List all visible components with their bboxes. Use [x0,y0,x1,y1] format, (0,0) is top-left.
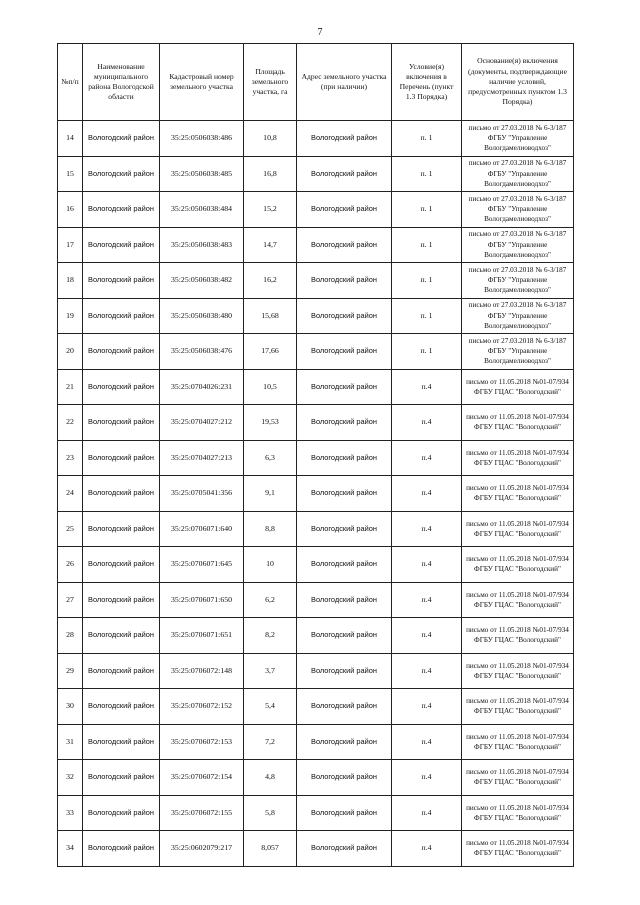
cell-num: 23 [58,440,83,476]
cell-num: 31 [58,724,83,760]
cell-num: 32 [58,760,83,796]
cell-district: Вологодский район [83,547,160,583]
cell-cadastral: 35:25:0506038:476 [160,334,244,370]
cell-district: Вологодский район [83,476,160,512]
cell-condition: п.4 [392,795,462,831]
cell-address: Вологодский район [297,334,392,370]
cell-num: 18 [58,263,83,299]
cell-area: 8,057 [244,831,297,867]
cell-cadastral: 35:25:0506038:486 [160,121,244,157]
cell-area: 19,53 [244,405,297,441]
cell-cadastral: 35:25:0706072:154 [160,760,244,796]
cell-district: Вологодский район [83,369,160,405]
header-num: №п/п [58,44,83,121]
cell-cadastral: 35:25:0706071:645 [160,547,244,583]
cell-area: 6,3 [244,440,297,476]
cell-address: Вологодский район [297,121,392,157]
cell-area: 4,8 [244,760,297,796]
cell-area: 9,1 [244,476,297,512]
cell-area: 7,2 [244,724,297,760]
table-row [58,369,574,405]
cell-cadastral: 35:25:0506038:485 [160,156,244,192]
cell-cadastral: 35:25:0704027:213 [160,440,244,476]
cell-address: Вологодский район [297,795,392,831]
table-row [58,547,574,583]
header-cadastral: Кадастровый номер земельного участка [160,44,244,121]
cell-condition: п.4 [392,760,462,796]
cell-area: 5,4 [244,689,297,725]
cell-basis: письмо от 11.05.2018 №01-07/934 ФГБУ ГЦАС "Вологодский" [462,653,574,689]
table-row [58,653,574,689]
cell-cadastral: 35:25:0704026:231 [160,369,244,405]
header-condition: Условие(я) включения в Перечень (пункт 1.3 Порядка) [392,44,462,121]
cell-basis: письмо от 27.03.2018 № 6-3/187 ФГБУ "Управление Вологдамелиоводхоз" [462,298,574,334]
cell-cadastral: 35:25:0705041:356 [160,476,244,512]
table-row [58,192,574,228]
cell-district: Вологодский район [83,263,160,299]
cell-cadastral: 35:25:0506038:482 [160,263,244,299]
cell-address: Вологодский район [297,227,392,263]
cell-condition: п.4 [392,689,462,725]
cell-district: Вологодский район [83,192,160,228]
cell-num: 19 [58,298,83,334]
cell-condition: п.4 [392,653,462,689]
cell-address: Вологодский район [297,760,392,796]
cell-condition: п. 1 [392,334,462,370]
cell-address: Вологодский район [297,618,392,654]
cell-address: Вологодский район [297,689,392,725]
cell-basis: письмо от 27.03.2018 № 6-3/187 ФГБУ "Управление Вологдамелиоводхоз" [462,192,574,228]
cell-condition: п. 1 [392,227,462,263]
cell-district: Вологодский район [83,689,160,725]
cell-area: 10,5 [244,369,297,405]
table-row [58,582,574,618]
cell-condition: п. 1 [392,156,462,192]
cell-cadastral: 35:25:0506038:483 [160,227,244,263]
cell-condition: п.4 [392,831,462,867]
cell-num: 34 [58,831,83,867]
cell-basis: письмо от 27.03.2018 № 6-3/187 ФГБУ "Управление Вологдамелиоводхоз" [462,121,574,157]
cell-district: Вологодский район [83,121,160,157]
header-area: Площадь земельного участка, га [244,44,297,121]
cell-basis: письмо от 11.05.2018 №01-07/934 ФГБУ ГЦАС "Вологодский" [462,511,574,547]
cell-num: 33 [58,795,83,831]
land-plots-table [57,43,574,867]
cell-address: Вологодский район [297,831,392,867]
cell-condition: п. 1 [392,298,462,334]
cell-num: 17 [58,227,83,263]
cell-basis: письмо от 11.05.2018 №01-07/934 ФГБУ ГЦАС "Вологодский" [462,689,574,725]
cell-district: Вологодский район [83,440,160,476]
cell-num: 15 [58,156,83,192]
cell-basis: письмо от 27.03.2018 № 6-3/187 ФГБУ "Управление Вологдамелиоводхоз" [462,227,574,263]
table-row [58,440,574,476]
cell-address: Вологодский район [297,192,392,228]
table-row [58,760,574,796]
table-body [58,121,574,867]
cell-district: Вологодский район [83,582,160,618]
cell-condition: п.4 [392,476,462,512]
cell-cadastral: 35:25:0706071:640 [160,511,244,547]
table-header-row [58,44,574,121]
cell-condition: п.4 [392,582,462,618]
cell-area: 10 [244,547,297,583]
table-row [58,298,574,334]
table-row [58,227,574,263]
cell-condition: п.4 [392,547,462,583]
cell-address: Вологодский район [297,298,392,334]
cell-area: 8,8 [244,511,297,547]
table-row [58,405,574,441]
cell-district: Вологодский район [83,405,160,441]
cell-cadastral: 35:25:0506038:484 [160,192,244,228]
cell-district: Вологодский район [83,298,160,334]
cell-num: 16 [58,192,83,228]
cell-address: Вологодский район [297,653,392,689]
cell-basis: письмо от 11.05.2018 №01-07/934 ФГБУ ГЦАС "Вологодский" [462,760,574,796]
cell-basis: письмо от 11.05.2018 №01-07/934 ФГБУ ГЦАС "Вологодский" [462,582,574,618]
cell-district: Вологодский район [83,831,160,867]
cell-basis: письмо от 27.03.2018 № 6-3/187 ФГБУ "Управление Вологдамелиоводхоз" [462,263,574,299]
cell-cadastral: 35:25:0706072:148 [160,653,244,689]
cell-basis: письмо от 27.03.2018 № 6-3/187 ФГБУ "Управление Вологдамелиоводхоз" [462,156,574,192]
cell-num: 14 [58,121,83,157]
table-row [58,511,574,547]
cell-condition: п.4 [392,618,462,654]
cell-basis: письмо от 11.05.2018 №01-07/934 ФГБУ ГЦАС "Вологодский" [462,476,574,512]
cell-area: 3,7 [244,653,297,689]
header-municipality: Наименование муниципального района Вологодской области [83,44,160,121]
cell-condition: п.4 [392,405,462,441]
cell-area: 17,66 [244,334,297,370]
cell-condition: п.4 [392,724,462,760]
header-basis: Основание(я) включения (документы, подтверждающие наличие условий, предусмотренных пунктом 1.3 Порядка) [462,44,574,121]
cell-cadastral: 35:25:0706072:153 [160,724,244,760]
cell-basis: письмо от 11.05.2018 №01-07/934 ФГБУ ГЦАС "Вологодский" [462,440,574,476]
cell-num: 24 [58,476,83,512]
cell-address: Вологодский район [297,547,392,583]
cell-num: 21 [58,369,83,405]
cell-num: 30 [58,689,83,725]
table-row [58,156,574,192]
cell-num: 28 [58,618,83,654]
cell-address: Вологодский район [297,263,392,299]
cell-district: Вологодский район [83,724,160,760]
cell-area: 5,8 [244,795,297,831]
cell-condition: п.4 [392,511,462,547]
table-row [58,334,574,370]
cell-basis: письмо от 27.03.2018 № 6-3/187 ФГБУ "Управление Вологдамелиоводхоз" [462,334,574,370]
cell-address: Вологодский район [297,405,392,441]
cell-cadastral: 35:25:0706072:152 [160,689,244,725]
cell-cadastral: 35:25:0706071:651 [160,618,244,654]
cell-district: Вологодский район [83,334,160,370]
table-row [58,476,574,512]
cell-num: 27 [58,582,83,618]
table-row [58,724,574,760]
cell-area: 15,2 [244,192,297,228]
cell-address: Вологодский район [297,724,392,760]
cell-num: 22 [58,405,83,441]
cell-condition: п.4 [392,440,462,476]
table-row [58,795,574,831]
cell-area: 10,8 [244,121,297,157]
cell-cadastral: 35:25:0704027:212 [160,405,244,441]
cell-cadastral: 35:25:0706071:650 [160,582,244,618]
cell-area: 6,2 [244,582,297,618]
cell-address: Вологодский район [297,369,392,405]
table-row [58,831,574,867]
cell-area: 16,8 [244,156,297,192]
cell-cadastral: 35:25:0706072:155 [160,795,244,831]
cell-basis: письмо от 11.05.2018 №01-07/934 ФГБУ ГЦАС "Вологодский" [462,547,574,583]
cell-condition: п.4 [392,369,462,405]
cell-cadastral: 35:25:0602079:217 [160,831,244,867]
cell-condition: п. 1 [392,192,462,228]
table-row [58,263,574,299]
page-number: 7 [317,27,323,38]
cell-num: 25 [58,511,83,547]
cell-basis: письмо от 11.05.2018 №01-07/934 ФГБУ ГЦАС "Вологодский" [462,405,574,441]
cell-basis: письмо от 11.05.2018 №01-07/934 ФГБУ ГЦАС "Вологодский" [462,795,574,831]
cell-basis: письмо от 11.05.2018 №01-07/934 ФГБУ ГЦАС "Вологодский" [462,369,574,405]
cell-basis: письмо от 11.05.2018 №01-07/934 ФГБУ ГЦАС "Вологодский" [462,831,574,867]
cell-basis: письмо от 11.05.2018 №01-07/934 ФГБУ ГЦАС "Вологодский" [462,724,574,760]
header-address: Адрес земельного участка (при наличии) [297,44,392,121]
cell-address: Вологодский район [297,440,392,476]
cell-district: Вологодский район [83,156,160,192]
cell-area: 14,7 [244,227,297,263]
cell-num: 29 [58,653,83,689]
cell-basis: письмо от 11.05.2018 №01-07/934 ФГБУ ГЦАС "Вологодский" [462,618,574,654]
cell-district: Вологодский район [83,653,160,689]
cell-district: Вологодский район [83,795,160,831]
cell-area: 15,68 [244,298,297,334]
cell-address: Вологодский район [297,511,392,547]
cell-cadastral: 35:25:0506038:480 [160,298,244,334]
cell-district: Вологодский район [83,618,160,654]
cell-area: 16,2 [244,263,297,299]
cell-num: 20 [58,334,83,370]
cell-area: 8,2 [244,618,297,654]
table-row [58,618,574,654]
cell-district: Вологодский район [83,760,160,796]
table-row [58,689,574,725]
cell-address: Вологодский район [297,582,392,618]
cell-num: 26 [58,547,83,583]
table-row [58,121,574,157]
cell-district: Вологодский район [83,511,160,547]
cell-condition: п. 1 [392,263,462,299]
cell-address: Вологодский район [297,156,392,192]
cell-condition: п. 1 [392,121,462,157]
cell-district: Вологодский район [83,227,160,263]
cell-address: Вологодский район [297,476,392,512]
